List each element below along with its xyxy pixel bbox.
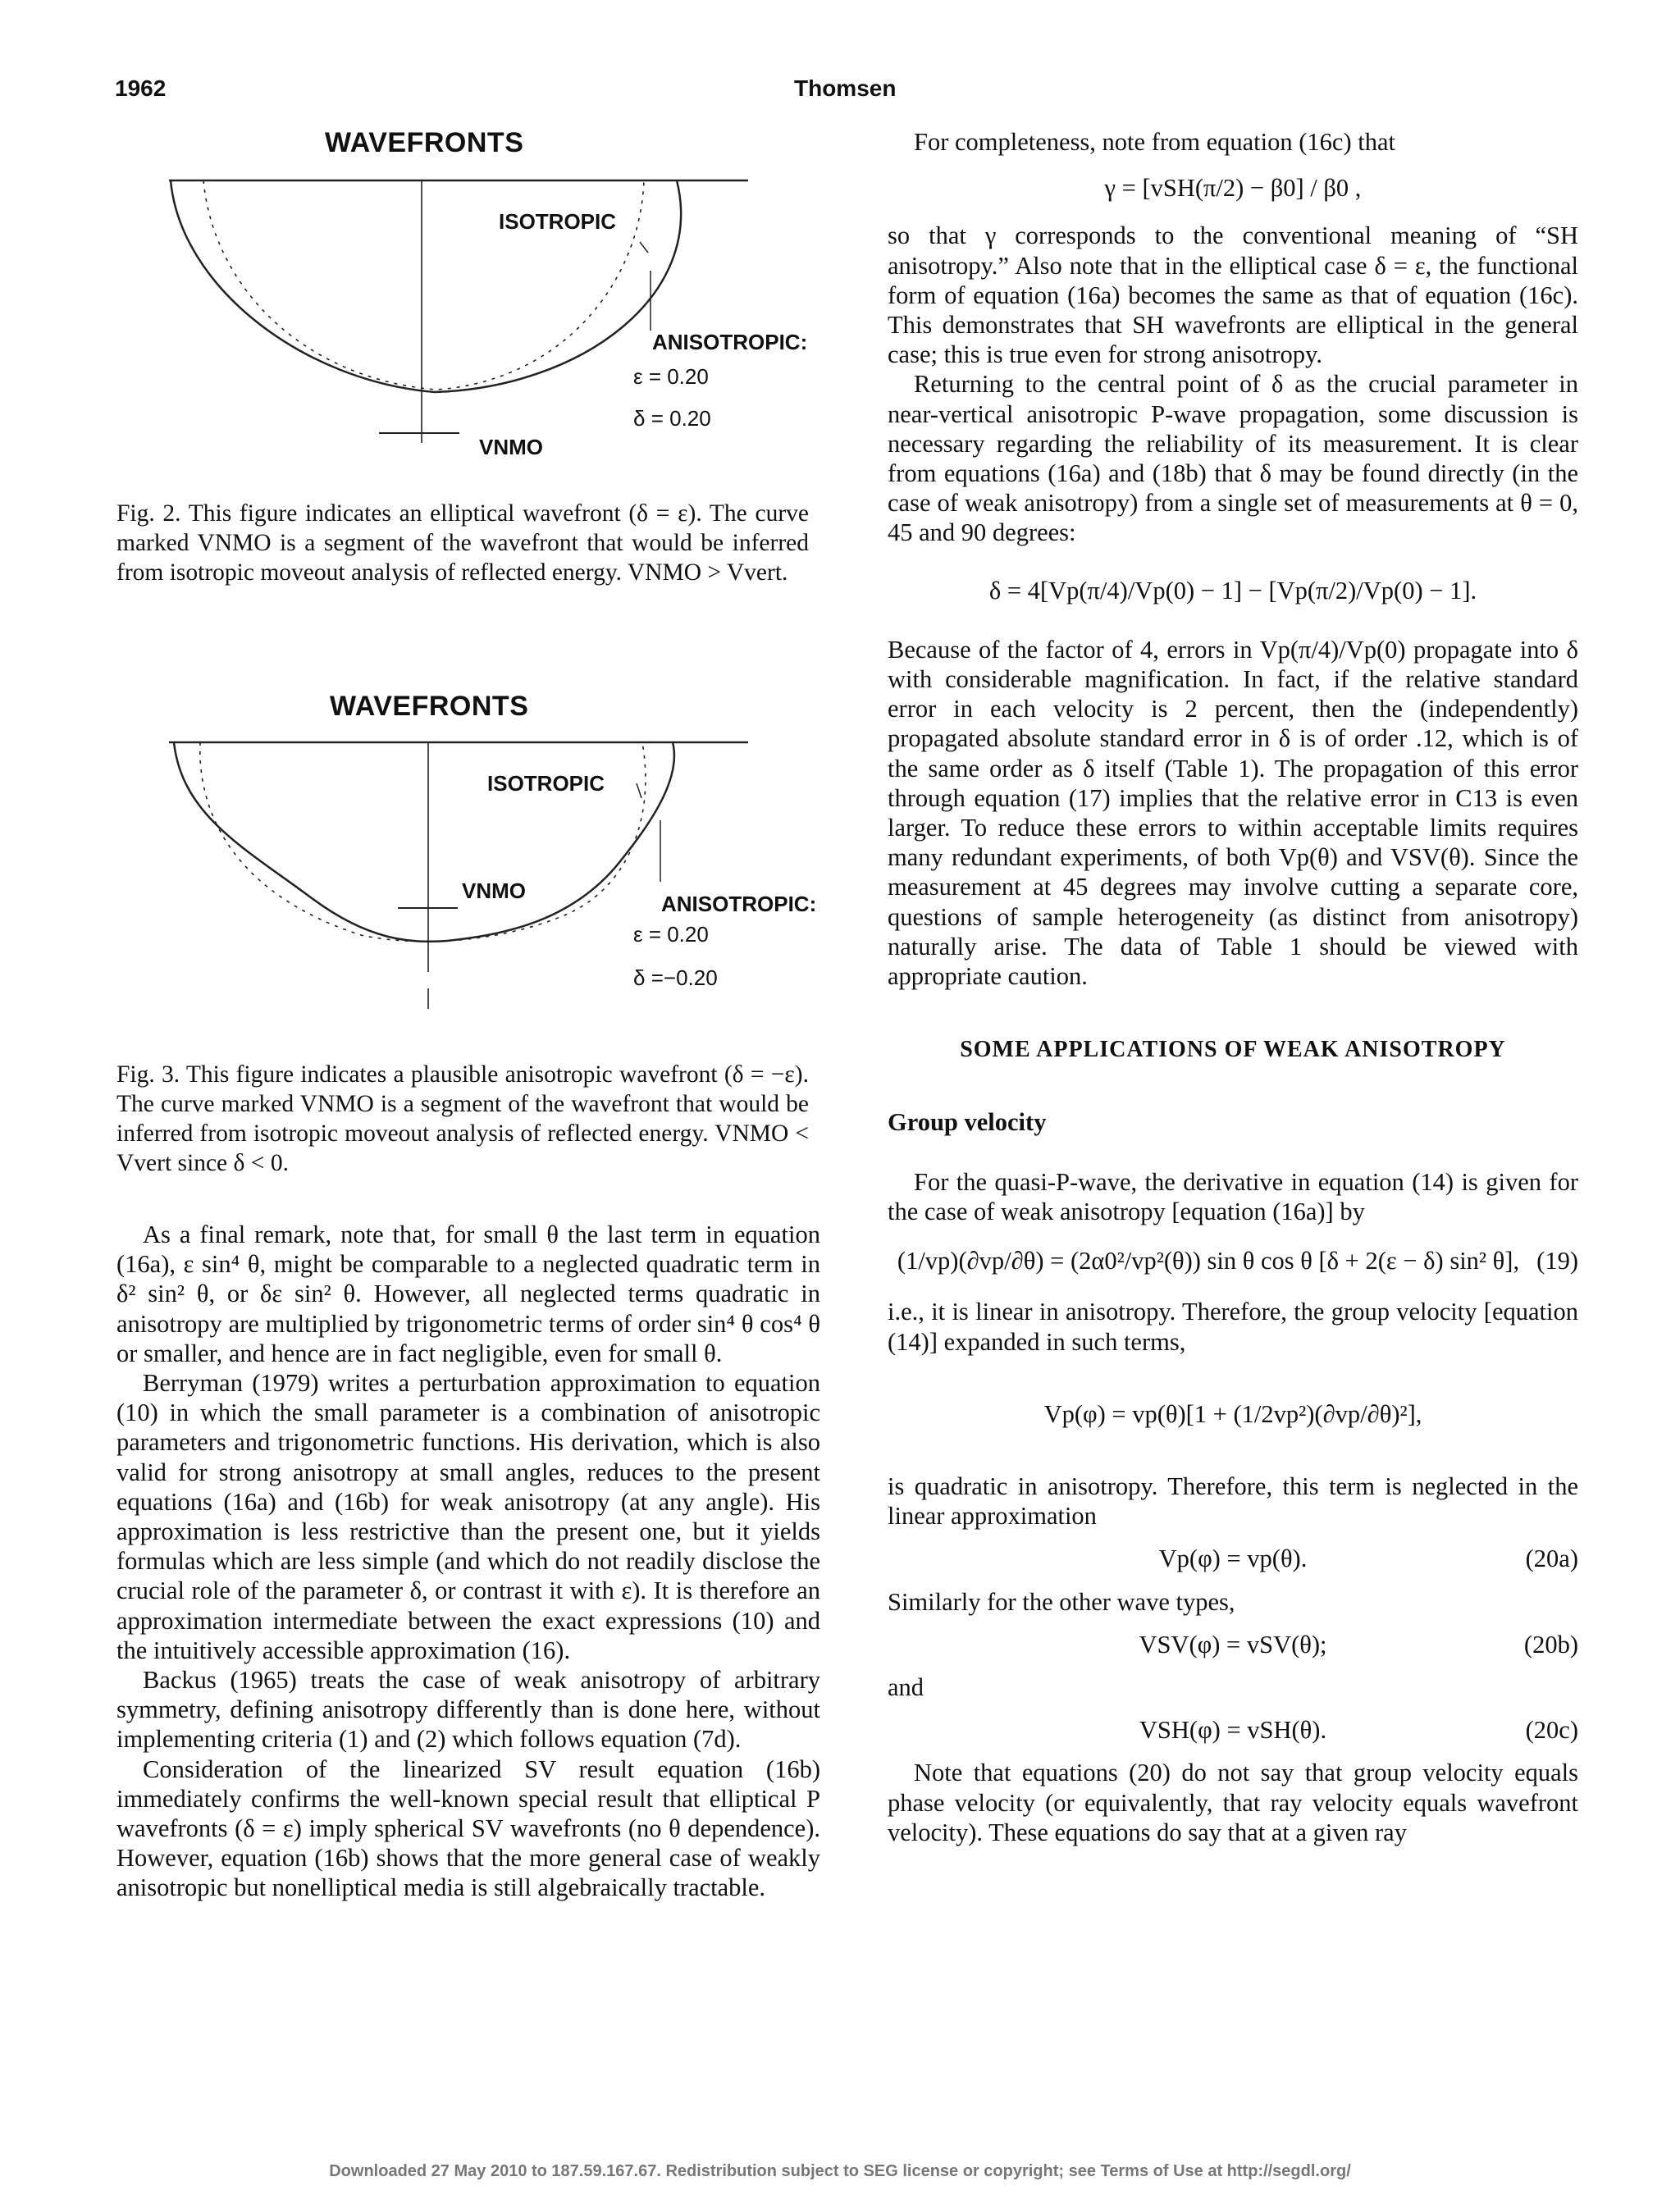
running-head-author: Thomsen xyxy=(794,75,897,101)
equation-gamma: γ = [vSH(π/2) − β0] / β0 , xyxy=(1104,174,1362,203)
equation-20a xyxy=(888,1544,1578,1573)
paragraph: Berryman (1979) writes a perturbation approximation to equation (10) in which the small parameter is a combination of anisotropic parameters and trigonometric functions. His derivation, which is also valid for strong anisotropy at small angles, reduces to the present equations (16a) and (16b) for weak anisotropy (at any angle). His approximation is less restrictive than the present one, but it yields formulas which are less simple (and which do not readily disclose the crucial role of the parameter δ, or contrast it with ε). It is therefore an approximation intermediate between the exact expressions (10) and the intuitively accessible approximation (16). xyxy=(116,1369,820,1664)
paragraph: Because of the factor of 4, errors in Vp(π/4)/Vp(0) propagate into δ with considerable magnification. In fact, if the relative standard error in each velocity is 2 percent, then the (independently) propagated absolute standard error in δ is of order .12, which is of the same order as δ itself (Table 1). The propagation of this error through equation (17) implies that the relative error in C13 is even larger. To reduce these errors to within acceptable limits requires many redundant experiments, of both Vp(θ) and VSV(θ). Since the measurement at 45 degrees may involve cutting a separate core, questions of sample heterogeneity (as distinct from anisotropy) naturally arise. The data of Table 1 should be viewed with appropriate caution. xyxy=(888,635,1578,991)
equation-20c xyxy=(888,1715,1578,1745)
paragraph: i.e., it is linear in anisotropy. Therefore, the group velocity [equation (14)] expanded in such terms, xyxy=(888,1298,1578,1356)
paragraph: and xyxy=(888,1672,924,1701)
equation-20a-body: Vp(φ) = vp(θ). xyxy=(1158,1545,1308,1573)
right-column xyxy=(888,127,1578,1847)
figure-3-caption: Fig. 3. This figure indicates a plausible anisotropic wavefront (δ = −ε). The curve marked VNMO is a segment of the wavefront that would be inferred from isotropic moveout analysis of reflected energy. VNMO < Vvert since δ < 0. xyxy=(116,1061,809,1176)
paragraph: Returning to the central point of δ as the crucial parameter in near-vertical anisotropic P-wave propagation, some discussion is necessary regarding the reliability of its measurement. It is clear from equations (16a) and (18b) that δ may be found directly (in the case of weak anisotropy) from a single set of measurements at θ = 0, 45 and 90 degrees: xyxy=(888,370,1578,547)
figure-3-anisotropic-label: ANISOTROPIC: xyxy=(661,892,817,916)
paragraph: Similarly for the other wave types, xyxy=(888,1587,1235,1616)
subsection-heading: Group velocity xyxy=(888,1108,1047,1137)
download-notice-footer: Downloaded 27 May 2010 to 187.59.167.67. Redistribution subject to SEG license or copyright; see Terms of Use at http://segdl.org/ xyxy=(329,2162,1351,2180)
equation-20b-body: VSV(φ) = vSV(θ); xyxy=(1139,1630,1327,1659)
paragraph: For the quasi-P-wave, the derivative in equation (14) is given for the case of weak anisotropy [equation (16a)] by xyxy=(888,1167,1578,1225)
figure-2-delta-value: δ = 0.20 xyxy=(633,406,711,431)
equation-group-velocity: Vp(φ) = vp(θ)[1 + (1/2vp²)(∂vp/∂θ)²], xyxy=(1043,1399,1422,1428)
paragraph: Note that equations (20) do not say that group velocity equals phase velocity (or equivalently, that ray velocity equals wavefront velocity). These equations do say that at a given ray xyxy=(888,1759,1578,1846)
figure-2-epsilon-value: ε = 0.20 xyxy=(633,364,709,389)
equation-20c-body: VSH(φ) = vSH(θ). xyxy=(1139,1716,1327,1745)
figure-3-delta-value: δ =−0.20 xyxy=(633,965,718,990)
section-heading: SOME APPLICATIONS OF WEAK ANISOTROPY xyxy=(960,1037,1506,1063)
equation-19 xyxy=(888,1246,1578,1275)
equation-number: (19) xyxy=(1536,1247,1578,1275)
paragraph: For completeness, note from equation (16c) that xyxy=(914,128,1395,156)
paragraph: is quadratic in anisotropy. Therefore, this term is neglected in the linear approximation xyxy=(888,1472,1578,1531)
figure-2-isotropic-pointer xyxy=(640,242,648,253)
figure-2-vnmo-label: VNMO xyxy=(479,435,543,459)
figure-3-title: WAVEFRONTS xyxy=(330,691,529,722)
paragraph: Consideration of the linearized SV result equation (16b) immediately confirms the well-known special result that elliptical P wavefronts (δ = ε) imply spherical SV wavefronts (no θ dependence). However, equation (16b) shows that the more general case of weakly anisotropic but nonelliptical media is still algebraically tractable. xyxy=(116,1755,820,1902)
figure-2-caption: Fig. 2. This figure indicates an elliptical wavefront (δ = ε). The curve marked VNMO is a segment of the wavefront that would be inferred from isotropic moveout analysis of reflected energy. VNMO > Vvert. xyxy=(116,500,809,586)
figure-2-title: WAVEFRONTS xyxy=(325,127,524,158)
figure-3-isotropic-pointer xyxy=(637,783,641,798)
paragraph: Backus (1965) treats the case of weak anisotropy of arbitrary symmetry, defining anisotropy differently than is done here, without implementing criteria (1) and (2) which follows equation (7d). xyxy=(116,1666,820,1754)
equation-19-body: (1/vp)(∂vp/∂θ) = (2α0²/vp²(θ)) sin θ cos θ [δ + 2(ε − δ) sin² θ], xyxy=(897,1247,1520,1275)
equation-number: (20b) xyxy=(1523,1630,1578,1659)
paragraph: As a final remark, note that, for small θ the last term in equation (16a), ε sin⁴ θ, might be comparable to a neglected quadratic term in δ² sin² θ, or δε sin² θ. However, all neglected terms quadratic in anisotropy are multiplied by trigonometric terms of order sin⁴ θ cos⁴ θ or smaller, and hence are in fact negligible, even for small θ. xyxy=(116,1221,820,1367)
figure-3-wavefront-diagram xyxy=(115,726,853,1013)
figure-3-epsilon-value: ε = 0.20 xyxy=(633,922,709,947)
equation-20b xyxy=(888,1630,1578,1659)
figure-2-isotropic-label: ISOTROPIC xyxy=(499,209,617,234)
figure-3-vnmo-label: VNMO xyxy=(462,878,526,903)
left-column xyxy=(116,1220,820,1903)
equation-delta: δ = 4[Vp(π/4)/Vp(0) − 1] − [Vp(π/2)/Vp(0) − 1]. xyxy=(988,576,1477,605)
figure-3-isotropic-label: ISOTROPIC xyxy=(487,771,605,796)
page-number: 1962 xyxy=(115,75,167,101)
paragraph: so that γ corresponds to the conventional meaning of “SH anisotropy.” Also note that in the elliptical case δ = ε, the functional form of equation (16a) becomes the same as that of equation (16c). This demonstrates that SH wavefronts are elliptical in the general case; this is true even for strong anisotropy. xyxy=(888,221,1578,369)
equation-number: (20a) xyxy=(1525,1545,1578,1573)
figure-2-anisotropic-label: ANISOTROPIC: xyxy=(652,330,808,354)
equation-number: (20c) xyxy=(1525,1716,1578,1745)
figure-2-wavefront-diagram xyxy=(115,164,853,459)
